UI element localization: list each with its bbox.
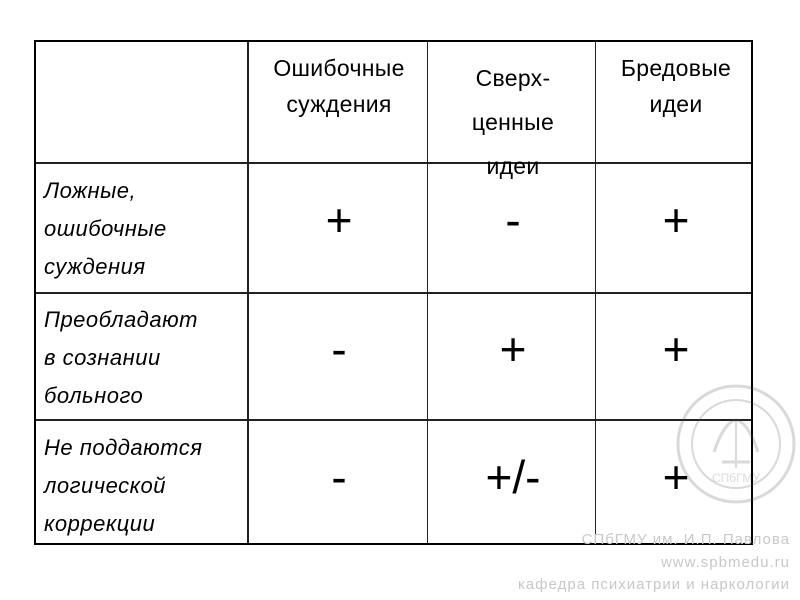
table-divider [36, 162, 751, 164]
column-header-overvalued-ideas: Сверх- ценные идеи [471, 65, 555, 179]
cell-mark: + [499, 323, 527, 375]
cell-mark: - [331, 323, 347, 375]
university-seal-watermark [674, 382, 798, 506]
row-label-not-correctable: Не поддаются логической коррекции [44, 435, 203, 536]
watermark-line: СПбГМУ им. И.П. Павлова [581, 531, 790, 548]
column-header-erroneous-judgments: Ошибочные суждения [273, 55, 405, 117]
cell-mark: - [331, 451, 347, 503]
table-divider [36, 419, 751, 421]
cell-mark: + [325, 194, 353, 246]
row-label-false-judgments: Ложные, ошибочные суждения [44, 178, 167, 279]
watermark-line: www.spbmedu.ru [660, 554, 790, 571]
row-label-predominate: Преобладают в сознании больного [44, 307, 198, 408]
cell-mark: - [505, 194, 521, 246]
watermark-line: кафедра психиатрии и наркологии [518, 576, 790, 593]
cell-mark: + [662, 194, 690, 246]
column-header-delusional-ideas: Бредовые идеи [620, 55, 732, 117]
table-divider [36, 292, 751, 294]
seal-text: СПбГМУ [711, 471, 761, 485]
cell-mark: +/- [485, 451, 541, 503]
cell-mark: + [662, 451, 690, 503]
cell-mark: + [662, 323, 690, 375]
